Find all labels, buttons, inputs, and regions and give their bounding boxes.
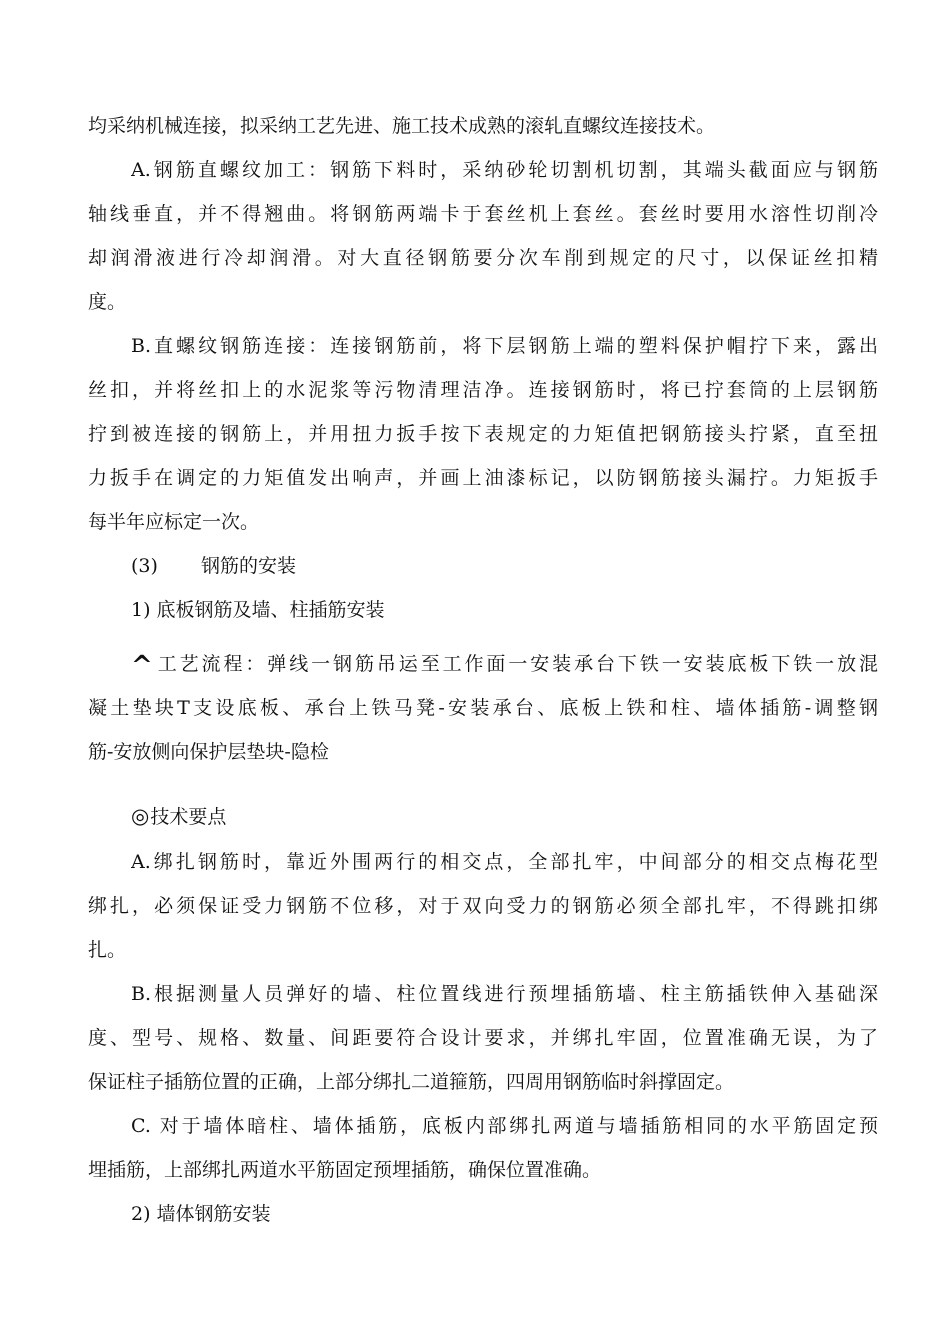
text-line: 度。 xyxy=(88,291,127,313)
tech-points-text: 技术要点 xyxy=(150,806,227,828)
text-line: A.绑扎钢筋时，靠近外围两行的相交点，全部扎牢，中间部分的相交点梅花型 xyxy=(131,851,878,873)
text-line: 均采纳机械连接，拟采纳工艺先进、施工技术成熟的滚轧直螺纹连接技术。 xyxy=(88,115,716,137)
text-line: 绑扎，必须保证受力钢筋不位移，对于双向受力的钢筋必须全部扎牢，不得跳扣绑 xyxy=(88,895,878,917)
text-line: B.根据测量人员弹好的墙、柱位置线进行预埋插筋墙、柱主筋插铁伸入基础深 xyxy=(131,983,878,1005)
text-line: 筋-安放侧向保护层垫块-隐检 xyxy=(88,741,329,763)
subsection-heading-2: 2) 墙体钢筋安装 xyxy=(131,1203,271,1225)
heading-number: (3) xyxy=(131,555,158,577)
section-heading-3 xyxy=(131,552,878,580)
text-line: 扎。 xyxy=(88,939,127,961)
tech-points-heading xyxy=(131,802,878,830)
text-line: 度、型号、规格、数量、间距要符合设计要求，并绑扎牢固，位置准确无误，为了 xyxy=(88,1027,878,1049)
bullseye-icon: ◎ xyxy=(131,804,150,828)
flow-text: 工艺流程：弹线一钢筋吊运至工作面一安装承台下铁一安装底板下铁一放混 xyxy=(154,653,878,675)
text-line: 埋插筋，上部绑扎两道水平筋固定预埋插筋，确保位置准确。 xyxy=(88,1159,602,1181)
text-line: 却润滑液进行冷却润滑。对大直径钢筋要分次车削到规定的尺寸，以保证丝扣精 xyxy=(88,247,878,269)
text-line: C. 对于墙体暗柱、墙体插筋，底板内部绑扎两道与墙插筋相同的水平筋固定预 xyxy=(131,1115,878,1137)
text-line: 每半年应标定一次。 xyxy=(88,511,260,533)
text-line: 力扳手在调定的力矩值发出响声，并画上油漆标记，以防钢筋接头漏拧。力矩扳手 xyxy=(88,467,878,489)
flow-line xyxy=(131,650,878,678)
text-line: B.直螺纹钢筋连接：连接钢筋前，将下层钢筋上端的塑料保护帽拧下来，露出 xyxy=(131,335,878,357)
subsection-heading-1: 1) 底板钢筋及墙、柱插筋安装 xyxy=(131,599,385,621)
text-line: 轴线垂直，并不得翘曲。将钢筋两端卡于套丝机上套丝。套丝时要用水溶性切削冷 xyxy=(88,203,878,225)
text-line: A.钢筋直螺纹加工：钢筋下料时，采纳砂轮切割机切割，其端头截面应与钢筋 xyxy=(131,159,878,181)
heading-text: 钢筋的安装 xyxy=(201,555,297,577)
caret-icon: ^ xyxy=(131,651,153,678)
text-line: 拧到被连接的钢筋上，并用扭力扳手按下表规定的力矩值把钢筋接头拧紧，直至扭 xyxy=(88,423,878,445)
text-line: 凝土垫块T支设底板、承台上铁马凳-安装承台、底板上铁和柱、墙体插筋-调整钢 xyxy=(88,697,878,719)
text-line: 保证柱子插筋位置的正确，上部分绑扎二道箍筋，四周用钢筋临时斜撑固定。 xyxy=(88,1071,735,1093)
text-line: 丝扣，并将丝扣上的水泥浆等污物清理洁净。连接钢筋时，将已拧套筒的上层钢筋 xyxy=(88,379,878,401)
